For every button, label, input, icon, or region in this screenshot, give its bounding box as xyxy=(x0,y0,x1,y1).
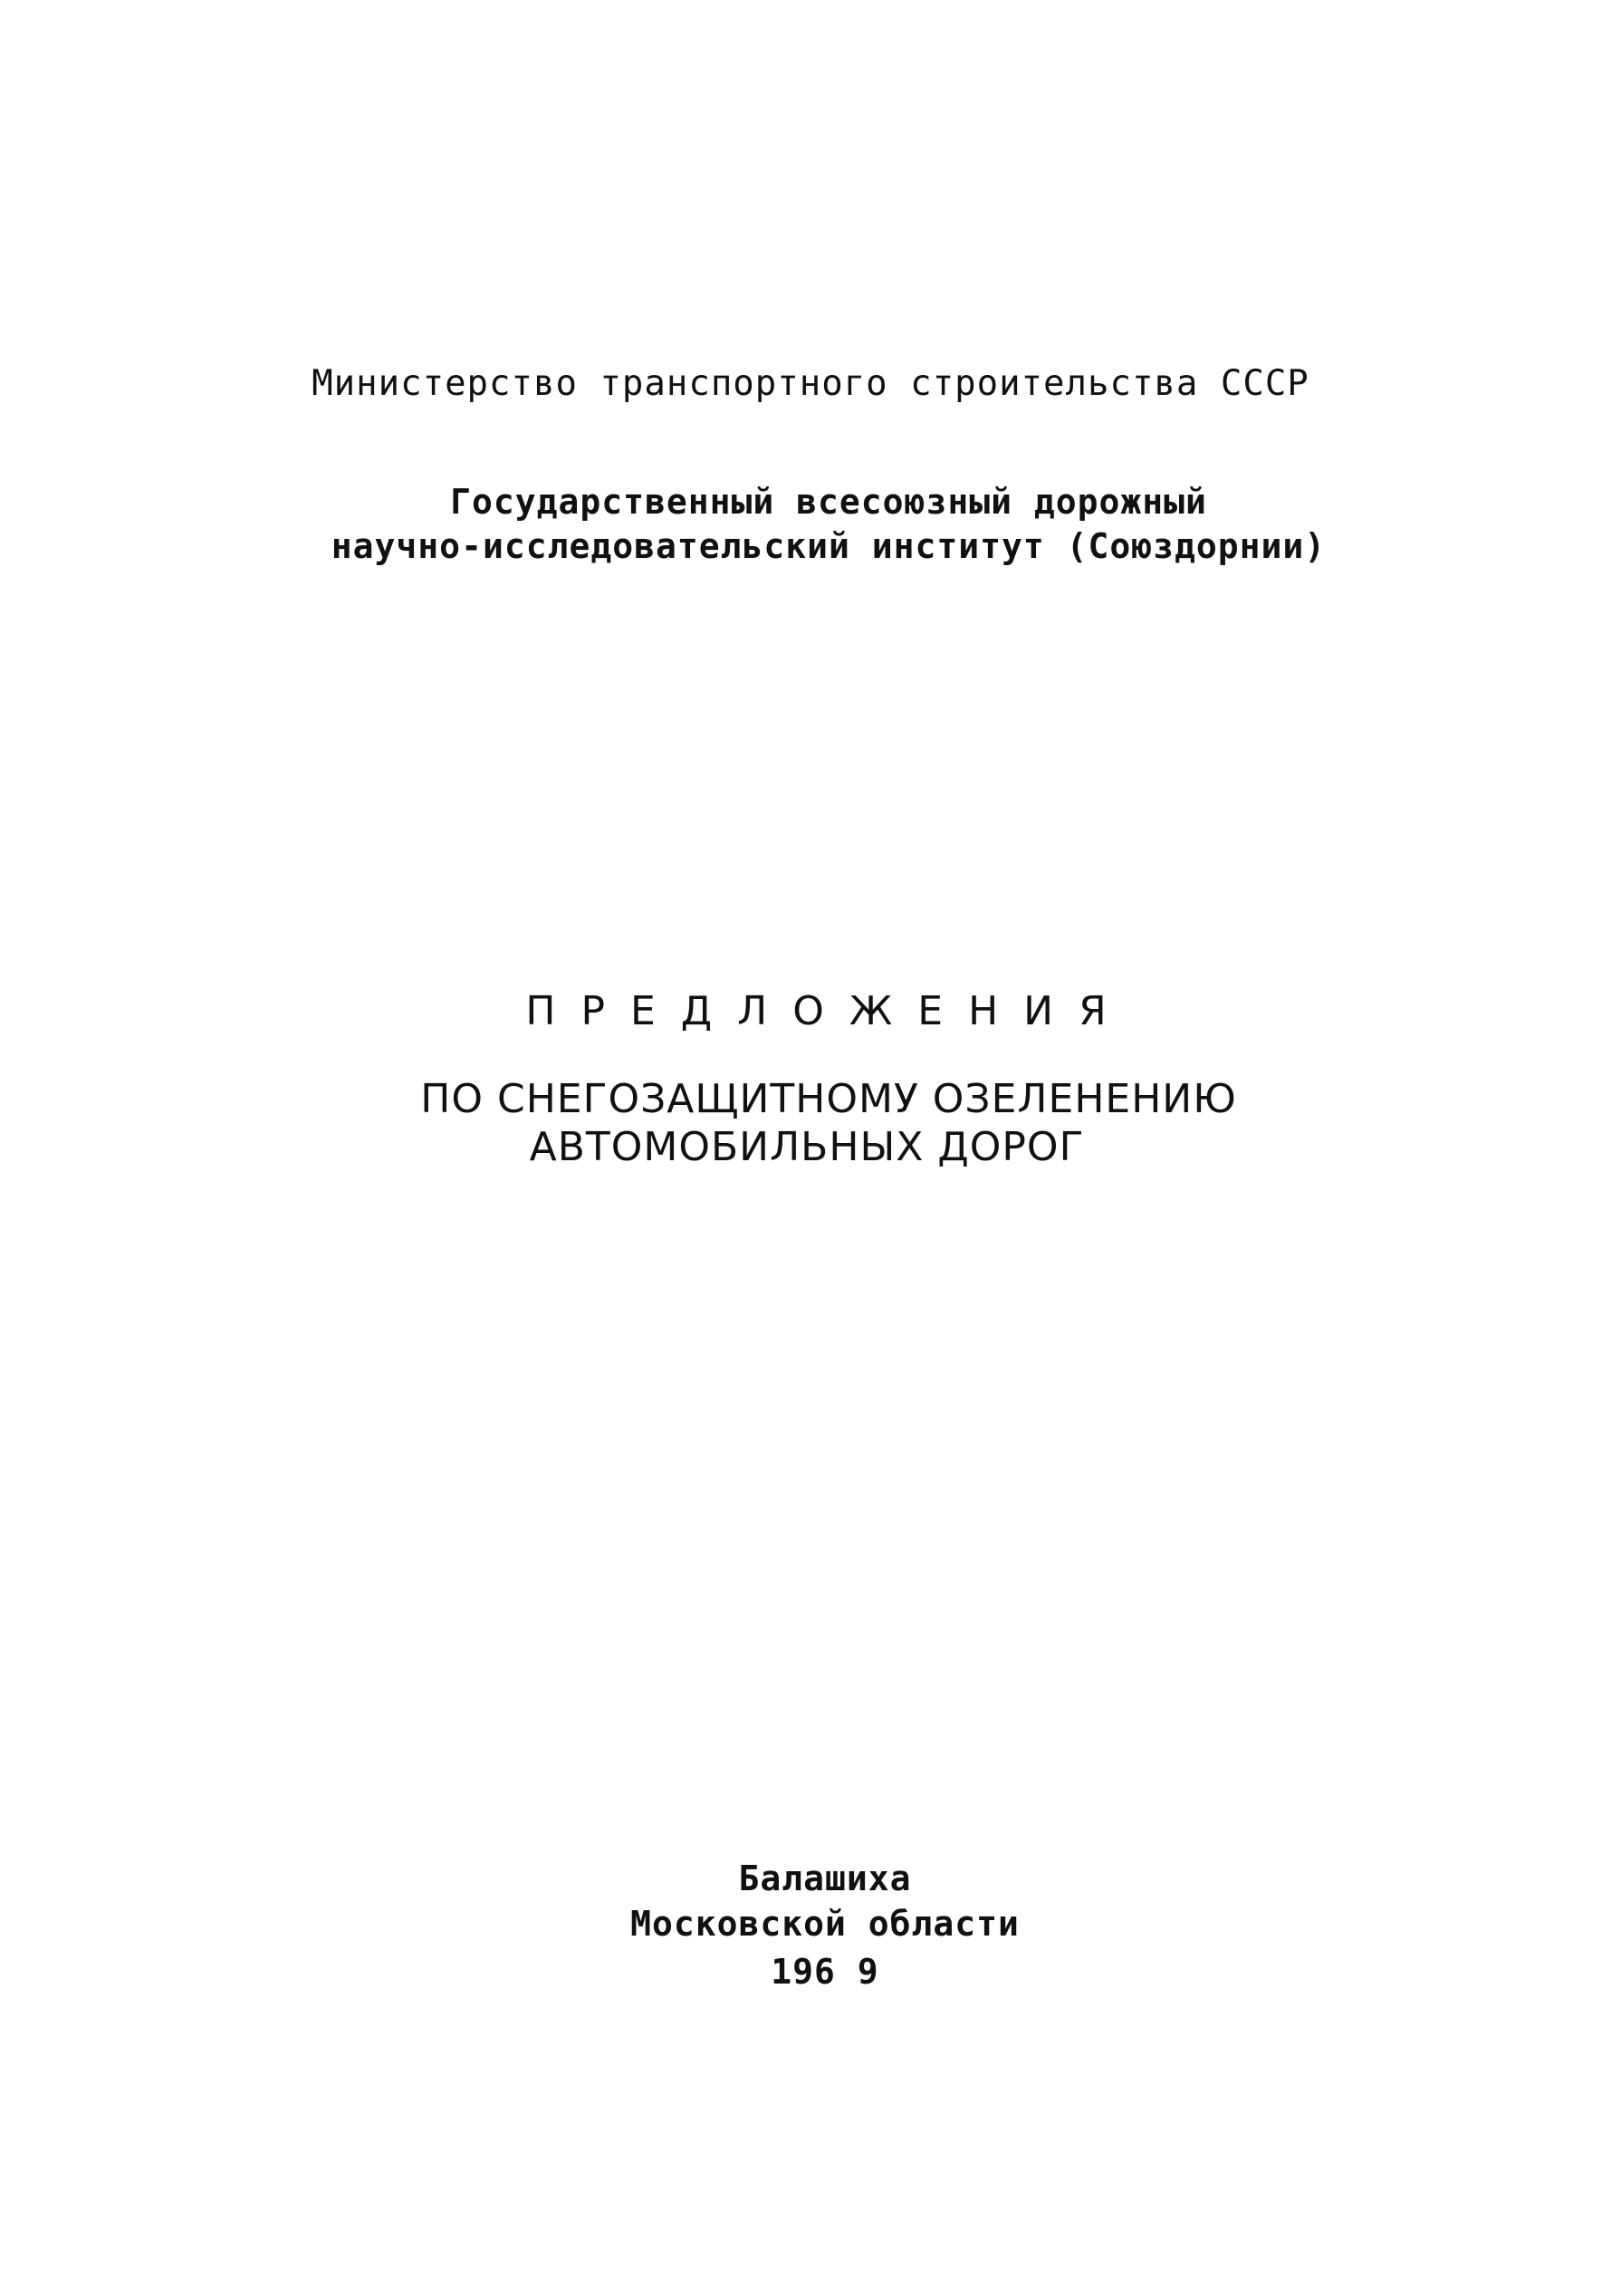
institute-name-line-1: Государственный всесоюзный дорожный xyxy=(450,482,1207,522)
publication-city: Балашиха xyxy=(738,1859,912,1898)
ministry-name: Министерство транспортного строительства СССР xyxy=(312,363,1309,404)
publication-region: Московской области xyxy=(630,1904,1020,1944)
document-subtitle-line-2: АВТОМОБИЛЬНЫХ ДОРОГ xyxy=(529,1124,1085,1170)
publication-year: 196 9 xyxy=(771,1952,879,1992)
document-subtitle-line-1: ПО СНЕГОЗАЩИТНОМУ ОЗЕЛЕНЕНИЮ xyxy=(420,1076,1237,1122)
document-title: ПРЕДЛОЖЕНИЯ xyxy=(525,988,1132,1034)
institute-name-line-2: научно-исследовательский институт (Союздорнии) xyxy=(331,526,1327,566)
